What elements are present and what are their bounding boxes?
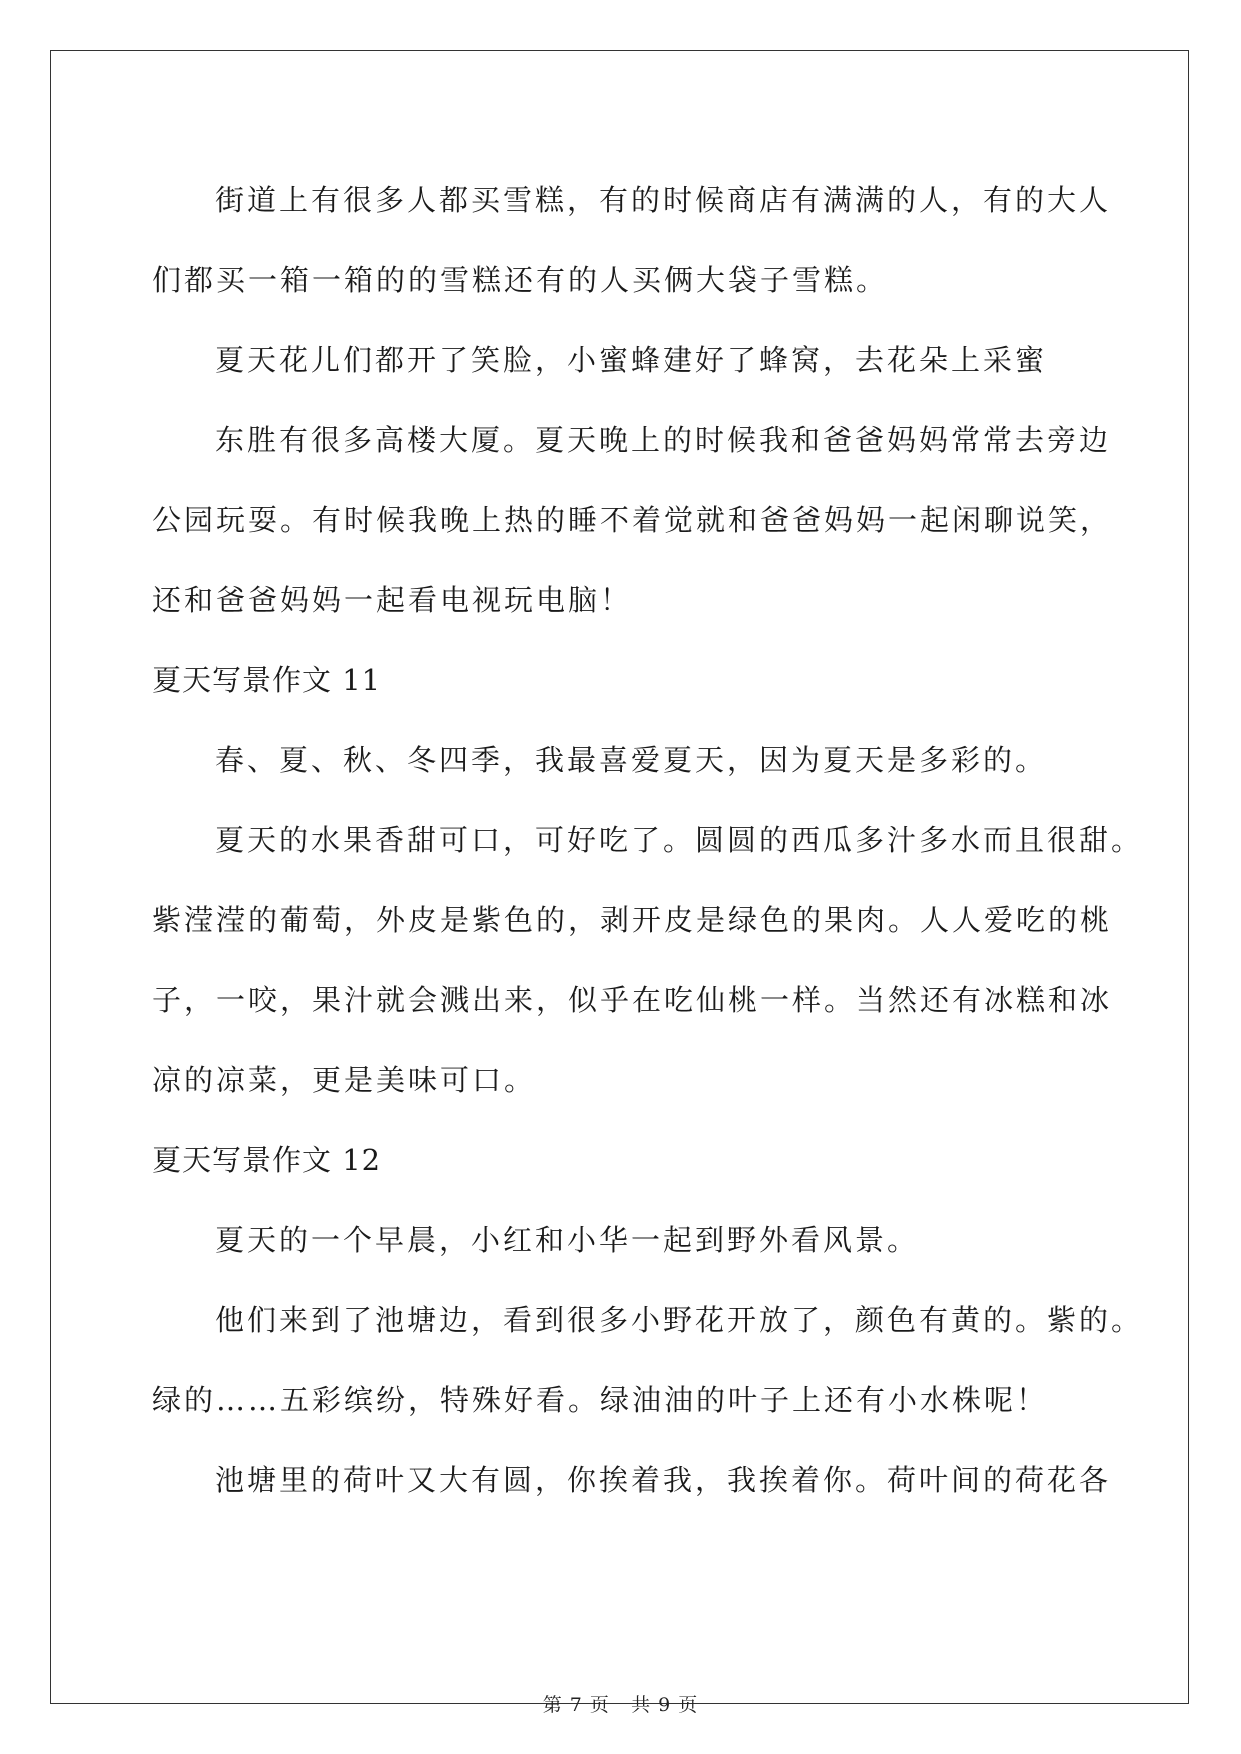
paragraph-line: 还和爸爸妈妈一起看电视玩电脑！ (152, 583, 633, 617)
section-heading: 夏天写景作文 12 (152, 1143, 382, 1177)
paragraph-line: 子，一咬，果汁就会溅出来，似乎在吃仙桃一样。当然还有冰糕和冰 (152, 983, 1113, 1017)
section-heading: 夏天写景作文 11 (152, 663, 382, 697)
paragraph-line: 夏天的一个早晨，小红和小华一起到野外看风景。 (215, 1223, 920, 1257)
paragraph-line: 紫滢滢的葡萄，外皮是紫色的，剥开皮是绿色的果肉。人人爱吃的桃 (152, 903, 1113, 937)
paragraph-line: 东胜有很多高楼大厦。夏天晚上的时候我和爸爸妈妈常常去旁边 (215, 423, 1112, 457)
paragraph-line: 绿的……五彩缤纷，特殊好看。绿油油的叶子上还有小水株呢！ (152, 1383, 1049, 1417)
paragraph-line: 夏天花儿们都开了笑脸，小蜜蜂建好了蜂窝，去花朵上采蜜 (215, 343, 1048, 377)
paragraph-line: 公园玩耍。有时候我晚上热的睡不着觉就和爸爸妈妈一起闲聊说笑， (152, 503, 1113, 537)
document-body (152, 160, 1144, 1520)
page-number: 第 7 页 (542, 1694, 610, 1716)
paragraph-line: 夏天的水果香甜可口，可好吃了。圆圆的西瓜多汁多水而且很甜。 (215, 823, 1144, 857)
paragraph-line: 他们来到了池塘边，看到很多小野花开放了，颜色有黄的。紫的。 (215, 1303, 1144, 1337)
paragraph-line: 凉的凉菜，更是美味可口。 (152, 1063, 537, 1097)
paragraph-line: 街道上有很多人都买雪糕，有的时候商店有满满的人，有的大人 (215, 183, 1112, 217)
paragraph-line: 池塘里的荷叶又大有圆，你挨着我，我挨着你。荷叶间的荷花各 (215, 1463, 1112, 1497)
paragraph-line: 们都买一箱一箱的的雪糕还有的人买俩大袋子雪糕。 (152, 263, 889, 297)
paragraph-line: 春、夏、秋、冬四季，我最喜爱夏天，因为夏天是多彩的。 (215, 743, 1048, 777)
page-total: 共 9 页 (631, 1694, 699, 1716)
page-footer (0, 1690, 1241, 1717)
